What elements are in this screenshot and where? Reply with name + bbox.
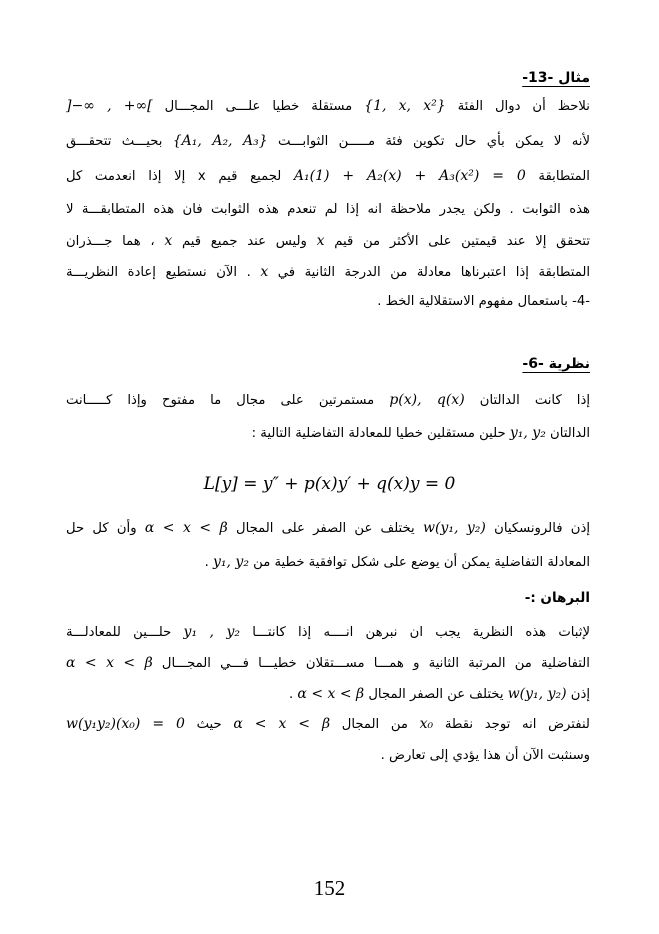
proof-line-1: لإثبات هذه النظرية يجب ان نبرهن انــــه إذا كانتـــا y₁ , y₂ حلـــين للمعادلـــة <box>66 624 590 640</box>
page-number: 152 <box>313 876 346 900</box>
proof-title: البرهان :- <box>524 590 590 606</box>
theorem-title: نظرية -6- <box>522 356 590 372</box>
interval: ]−∞ , +∞[ <box>66 98 153 114</box>
proof-line-5: وسنثبت الآن أن هذا يؤدي إلى تعارض . <box>380 748 590 763</box>
identity-equation: A₁(1) + A₂(x) + A₃(x²) = 0 <box>293 168 526 184</box>
example-title: مثال -13- <box>522 70 590 86</box>
example-line-7: -4- باستعمال مفهوم الاستقلالية الخط . <box>377 294 590 309</box>
example-line-4: هذه الثوابت . ولكن يجدر ملاحظة انه إذا لم تنعدم هذه الثوابت فان هذه المتطابقـــة لا <box>66 202 590 217</box>
theorem-line-3: إذن فالرونسكيان w(y₁, y₂) يختلف عن الصفر على المجال α < x < β وأن كل حل <box>66 520 590 536</box>
proof-line-3: إذن w(y₁, y₂) يختلف عن الصفر المجال α < x < β . <box>289 686 590 702</box>
theorem-line-1: إذا كانت الدالتان p(x), q(x) مستمرتين على مجال ما مفتوح وإذا كـــــانت <box>66 392 591 408</box>
differential-equation: L[y] = y″ + p(x)y′ + q(x)y = 0 <box>203 474 456 494</box>
wronskian: w(y₁, y₂) <box>422 520 486 536</box>
example-line-5: تتحقق إلا عند قيمتين على الأكثر من قيم x وليس عند جميع قيم x ، هما جـــذران <box>66 233 590 249</box>
example-line-6: المتطابقة إذا اعتبرناها معادلة من الدرجة الثانية في x . الآن نستطيع إعادة النظريـــة <box>66 264 590 280</box>
example-line-3: المتطابقة A₁(1) + A₂(x) + A₃(x²) = 0 لجميع قيم x إلا إذا انعدمت كل <box>66 168 590 184</box>
theorem-line-2: الدالتان y₁, y₂ حلين مستقلين خطيا للمعادلة التفاضلية التالية : <box>251 425 590 441</box>
example-line-2: لأنه لا يمكن بأي حال تكوين فئة مـــــن الثوابـــت {A₁, A₂, A₃} بحيـــث تتحقـــق <box>66 133 590 149</box>
constants-set: {A₁, A₂, A₃} <box>172 133 268 149</box>
proof-line-2: التفاضلية من المرتبة الثانية و همـــا مســـتقلان خطيـــا فـــي المجـــال α < x < β <box>66 655 590 671</box>
theorem-line-4: المعادلة التفاضلية يمكن أن يوضع على شكل توافقية خطية من y₁, y₂ . <box>204 554 590 570</box>
example-line-1: نلاحظ أن دوال الفئة {1, x, x²} مستقلة خطيا علـــى المجـــال ]−∞ , +∞[ <box>66 98 590 114</box>
function-set: {1, x, x²} <box>364 98 446 114</box>
proof-line-4: لنفترض انه توجد نقطة x₀ من المجال α < x < β حيث w(y₁y₂)(x₀) = 0 <box>66 716 590 732</box>
